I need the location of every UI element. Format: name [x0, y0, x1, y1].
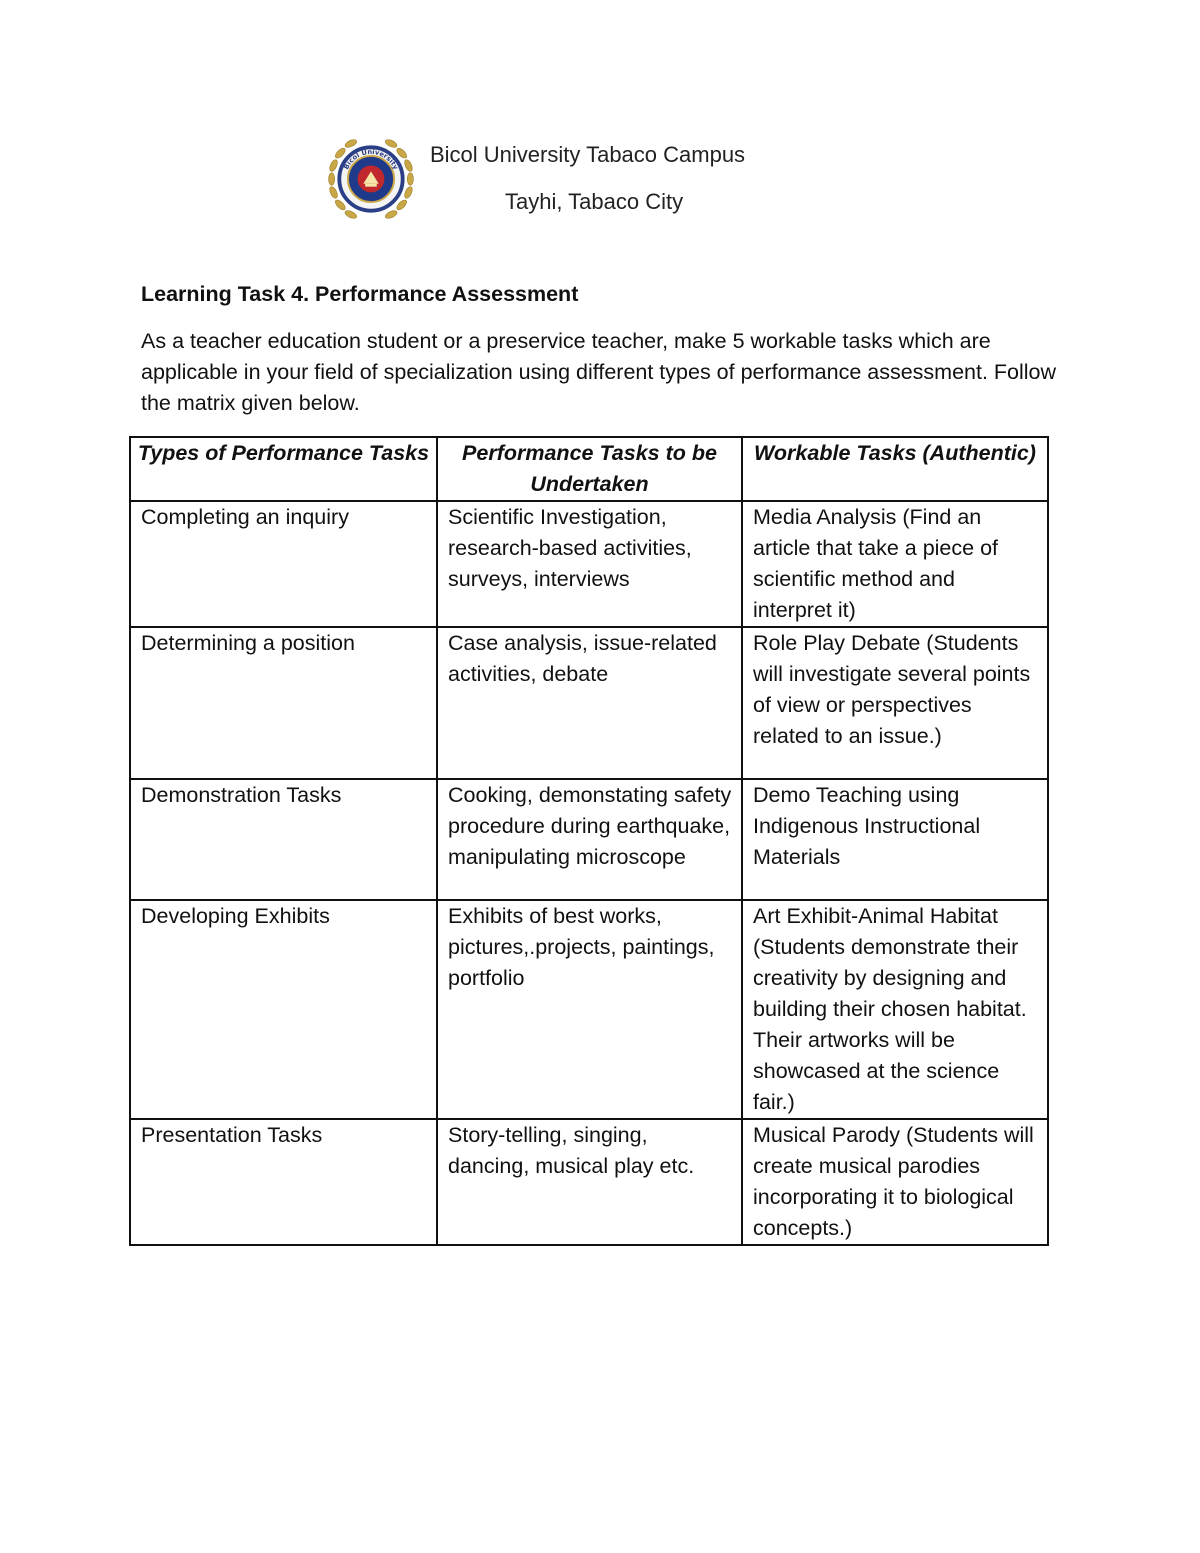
header-tasks-undertaken: Performance Tasks to be Undertaken: [437, 437, 742, 501]
type-cell: Determining a position: [130, 627, 437, 779]
university-location: Tayhi, Tabaco City: [505, 189, 684, 214]
undertaken-cell: Case analysis, issue-related activities, debate: [437, 627, 742, 779]
table-row: [130, 627, 1048, 779]
task-title: Learning Task 4. Performance Assessment: [141, 282, 579, 306]
svg-text:Bicol University: Bicol University: [342, 147, 400, 171]
undertaken-cell: Scientific Investigation, research-based activities, surveys, interviews: [437, 501, 742, 627]
table-row: [130, 501, 1048, 627]
workable-cell: Media Analysis (Find an article that take a piece of scientific method and interpret it): [742, 501, 1048, 627]
header-types: Types of Performance Tasks: [130, 437, 437, 501]
performance-matrix-table: [129, 436, 1049, 1246]
table-row: [130, 779, 1048, 900]
task-instructions: As a teacher education student or a preservice teacher, make 5 workable tasks which are applicable in your field of specialization using different types of performance assessment. Follow the matrix given below.: [141, 329, 1057, 415]
table-header-row: [130, 437, 1048, 501]
workable-cell: Role Play Debate (Students will investigate several points of view or perspectives related to an issue.): [742, 627, 1048, 779]
type-cell: Developing Exhibits: [130, 900, 437, 1119]
workable-cell: Musical Parody (Students will create musical parodies incorporating it to biological concepts.): [742, 1119, 1048, 1245]
type-cell: Completing an inquiry: [130, 501, 437, 627]
university-name: Bicol University Tabaco Campus: [430, 142, 746, 167]
undertaken-cell: Exhibits of best works, pictures,.projects, paintings, portfolio: [437, 900, 742, 1119]
workable-cell: Demo Teaching using Indigenous Instructional Materials: [742, 779, 1048, 900]
type-cell: Presentation Tasks: [130, 1119, 437, 1245]
table-row: [130, 900, 1048, 1119]
type-cell: Demonstration Tasks: [130, 779, 437, 900]
workable-cell: Art Exhibit-Animal Habitat (Students demonstrate their creativity by designing and building their chosen habitat. Their artworks will be showcased at the science fair.): [742, 900, 1048, 1119]
undertaken-cell: Cooking, demonstating safety procedure during earthquake, manipulating microscope: [437, 779, 742, 900]
document-header: [0, 0, 1200, 240]
undertaken-cell: Story-telling, singing, dancing, musical play etc.: [437, 1119, 742, 1245]
header-workable-tasks: Workable Tasks (Authentic): [742, 437, 1048, 501]
university-seal-icon: [322, 131, 420, 227]
table-row: [130, 1119, 1048, 1245]
